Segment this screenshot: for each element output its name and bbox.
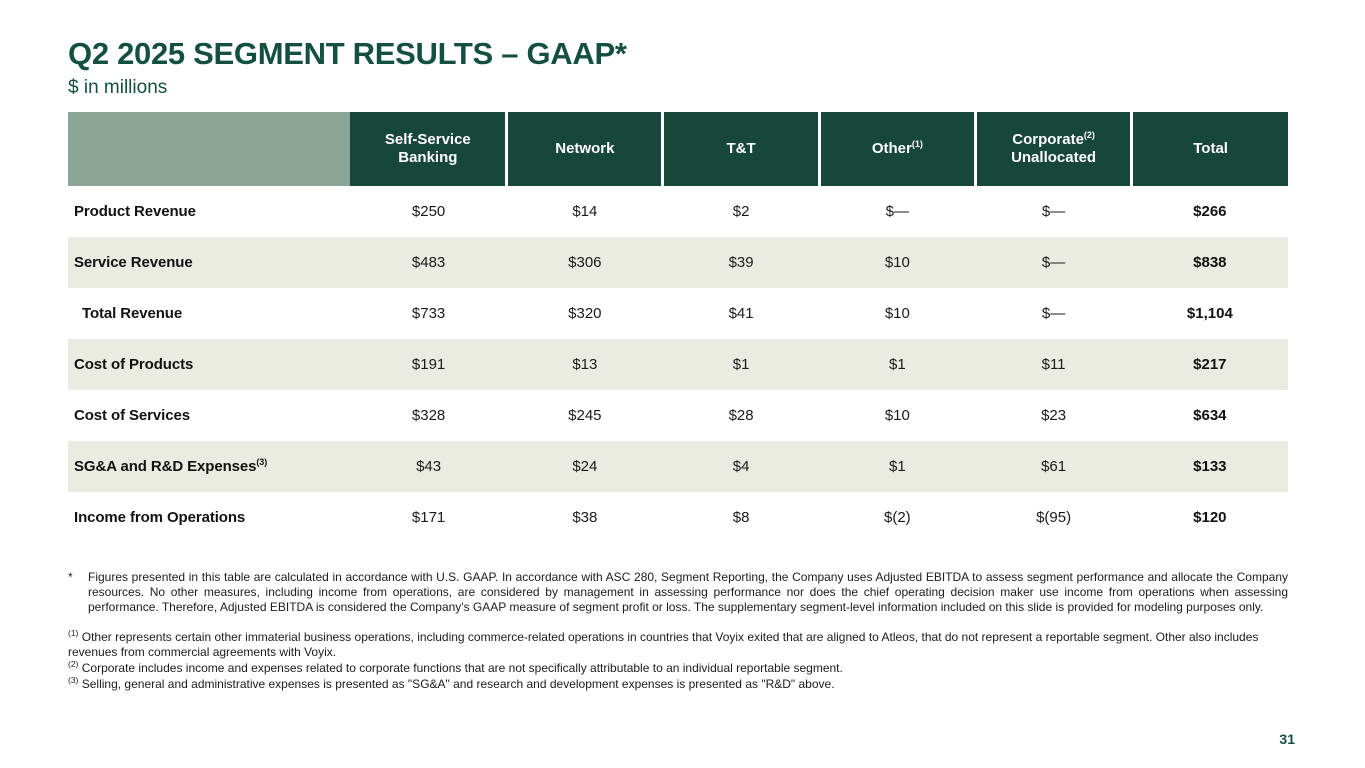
- row-label-text: Total Revenue: [82, 305, 183, 323]
- cell-value: $23: [1041, 407, 1067, 425]
- header-corporate-unallocated: [975, 112, 1131, 186]
- page-number: 31: [1279, 731, 1295, 747]
- cell-value: $171: [411, 509, 446, 527]
- cell-value: $28: [728, 407, 754, 425]
- header-label: T&T: [726, 140, 756, 158]
- row-label: [68, 288, 350, 339]
- cell-value: $11: [975, 339, 1131, 390]
- cell-value: $250: [411, 203, 446, 221]
- footnote-list: [68, 630, 1288, 692]
- cell-value: $306: [507, 237, 663, 288]
- footnote-3: [68, 674, 1288, 692]
- cell-value: $4: [663, 441, 819, 492]
- table-row-income-from-operations: [68, 492, 1288, 543]
- row-label-text: Product Revenue: [74, 203, 196, 221]
- table-header: [68, 112, 1288, 186]
- cell-total-value: $1,104: [1186, 305, 1233, 323]
- cell-value: $13: [507, 339, 663, 390]
- cell-value: $(2): [883, 509, 911, 527]
- footnote-1-text: Other represents certain other immaterial business operations, including commerce-related operations in countries that Voyix exited that are aligned to Atleos, that do not represent a reportable segment. Other also includes revenues from commercial agreements with Voyix.: [68, 630, 1259, 660]
- header-other: [819, 112, 975, 186]
- footnote-star-text: Figures presented in this table are calculated in accordance with U.S. GAAP. In accordance with ASC 280, Segment Reporting, the Company uses Adjusted EBITDA to assess segment performance and allocate the Company resources. No other measures, including income from operations, are considered by management in assessing performance nor does the chief operating decision maker use income from operations when assessing performance. Therefore, Adjusted EBITDA is considered the Company's GAAP measure of segment profit or loss. The supplementary segment-level information included on this slide is provided for modeling purposes only.: [88, 570, 1288, 614]
- cell-value: $24: [507, 441, 663, 492]
- row-label-text: SG&A and R&D Expenses: [74, 458, 257, 476]
- header-footnote-sup: (1): [911, 139, 923, 150]
- footnote-1: [68, 630, 1288, 660]
- row-label: [68, 492, 350, 543]
- header-self-service-banking: [350, 112, 506, 186]
- header-label: Corporate: [1012, 130, 1084, 148]
- row-label-text: Cost of Services: [74, 407, 190, 425]
- row-label: [68, 441, 350, 492]
- cell-value: $—: [1041, 203, 1066, 221]
- footnote-3-marker: (3): [68, 674, 79, 685]
- footnote-1-marker: (1): [68, 628, 79, 639]
- row-footnote-sup: (3): [256, 457, 268, 468]
- header-label: Total: [1193, 140, 1228, 158]
- cell-value: $320: [568, 305, 602, 323]
- cell-value: $245: [568, 407, 602, 425]
- row-label-text: Income from Operations: [74, 509, 246, 527]
- row-label: [68, 390, 350, 441]
- cell-value: $61: [975, 441, 1131, 492]
- row-label: [68, 339, 350, 390]
- cell-value: $1: [819, 339, 975, 390]
- row-label-text: Service Revenue: [74, 254, 193, 272]
- cell-value: $733: [411, 305, 446, 323]
- cell-value: $1: [819, 441, 975, 492]
- row-label: [68, 186, 350, 237]
- cell-total-value: $217: [1132, 339, 1288, 390]
- footnote-2-text: Corporate includes income and expenses related to corporate functions that are not specifically attributable to an individual reportable segment.: [81, 661, 843, 676]
- table-body: [68, 186, 1288, 543]
- table-row-service-revenue: [68, 237, 1288, 288]
- cell-value: $41: [728, 305, 754, 323]
- cell-total-value: $634: [1193, 407, 1227, 425]
- cell-value: $1: [663, 339, 819, 390]
- cell-value: $328: [411, 407, 446, 425]
- slide-content: [68, 0, 1288, 692]
- table-row-cost-of-products: [68, 339, 1288, 390]
- header-label: Other: [871, 140, 912, 158]
- header-total: [1132, 112, 1288, 186]
- segment-results-table: [68, 112, 1288, 543]
- cell-value: $43: [350, 441, 506, 492]
- cell-total-value: $133: [1132, 441, 1288, 492]
- table-row-sga-rd-expenses: [68, 441, 1288, 492]
- footnote-gaap-disclaimer: [68, 570, 1288, 614]
- cell-value: $2: [732, 203, 750, 221]
- footnote-2: [68, 661, 1288, 676]
- units-subtitle: $ in millions: [68, 76, 168, 98]
- cell-value: $191: [350, 339, 506, 390]
- header-corner-cell: [68, 112, 350, 186]
- header-tt: [663, 112, 819, 186]
- header-footnote-sup: (2): [1083, 129, 1095, 140]
- table-row-total-revenue: [68, 288, 1288, 339]
- cell-value: $10: [884, 407, 910, 425]
- table-row-product-revenue: [68, 186, 1288, 237]
- table-row-cost-of-services: [68, 390, 1288, 441]
- page-title: Q2 2025 SEGMENT RESULTS – GAAP*: [68, 36, 627, 71]
- header-label-line2: Unallocated: [1011, 149, 1097, 167]
- cell-value: $10: [819, 237, 975, 288]
- cell-total-value: $838: [1132, 237, 1288, 288]
- cell-value: $10: [884, 305, 910, 323]
- cell-total-value: $120: [1193, 509, 1227, 527]
- cell-value: $8: [732, 509, 750, 527]
- cell-value: $14: [572, 203, 598, 221]
- cell-value: $—: [1041, 305, 1066, 323]
- header-label-line2: Banking: [398, 149, 458, 167]
- cell-value: $—: [975, 237, 1131, 288]
- row-label-text: Cost of Products: [74, 356, 194, 374]
- cell-value: $38: [572, 509, 598, 527]
- header-row: [68, 112, 1288, 186]
- header-label: Network: [555, 140, 615, 158]
- cell-value: $(95): [1036, 509, 1072, 527]
- cell-total-value: $266: [1193, 203, 1227, 221]
- cell-value: $39: [663, 237, 819, 288]
- footnote-3-text: Selling, general and administrative expenses is presented as "SG&A" and research and development expenses is presented as "R&D" above.: [81, 676, 835, 691]
- header-network: [507, 112, 663, 186]
- footnote-2-marker: (2): [68, 659, 79, 670]
- cell-value: $483: [350, 237, 506, 288]
- cell-value: $—: [885, 203, 909, 221]
- footnote-star-marker: *: [68, 570, 73, 585]
- row-label: [68, 237, 350, 288]
- header-label: Self-Service: [384, 130, 471, 148]
